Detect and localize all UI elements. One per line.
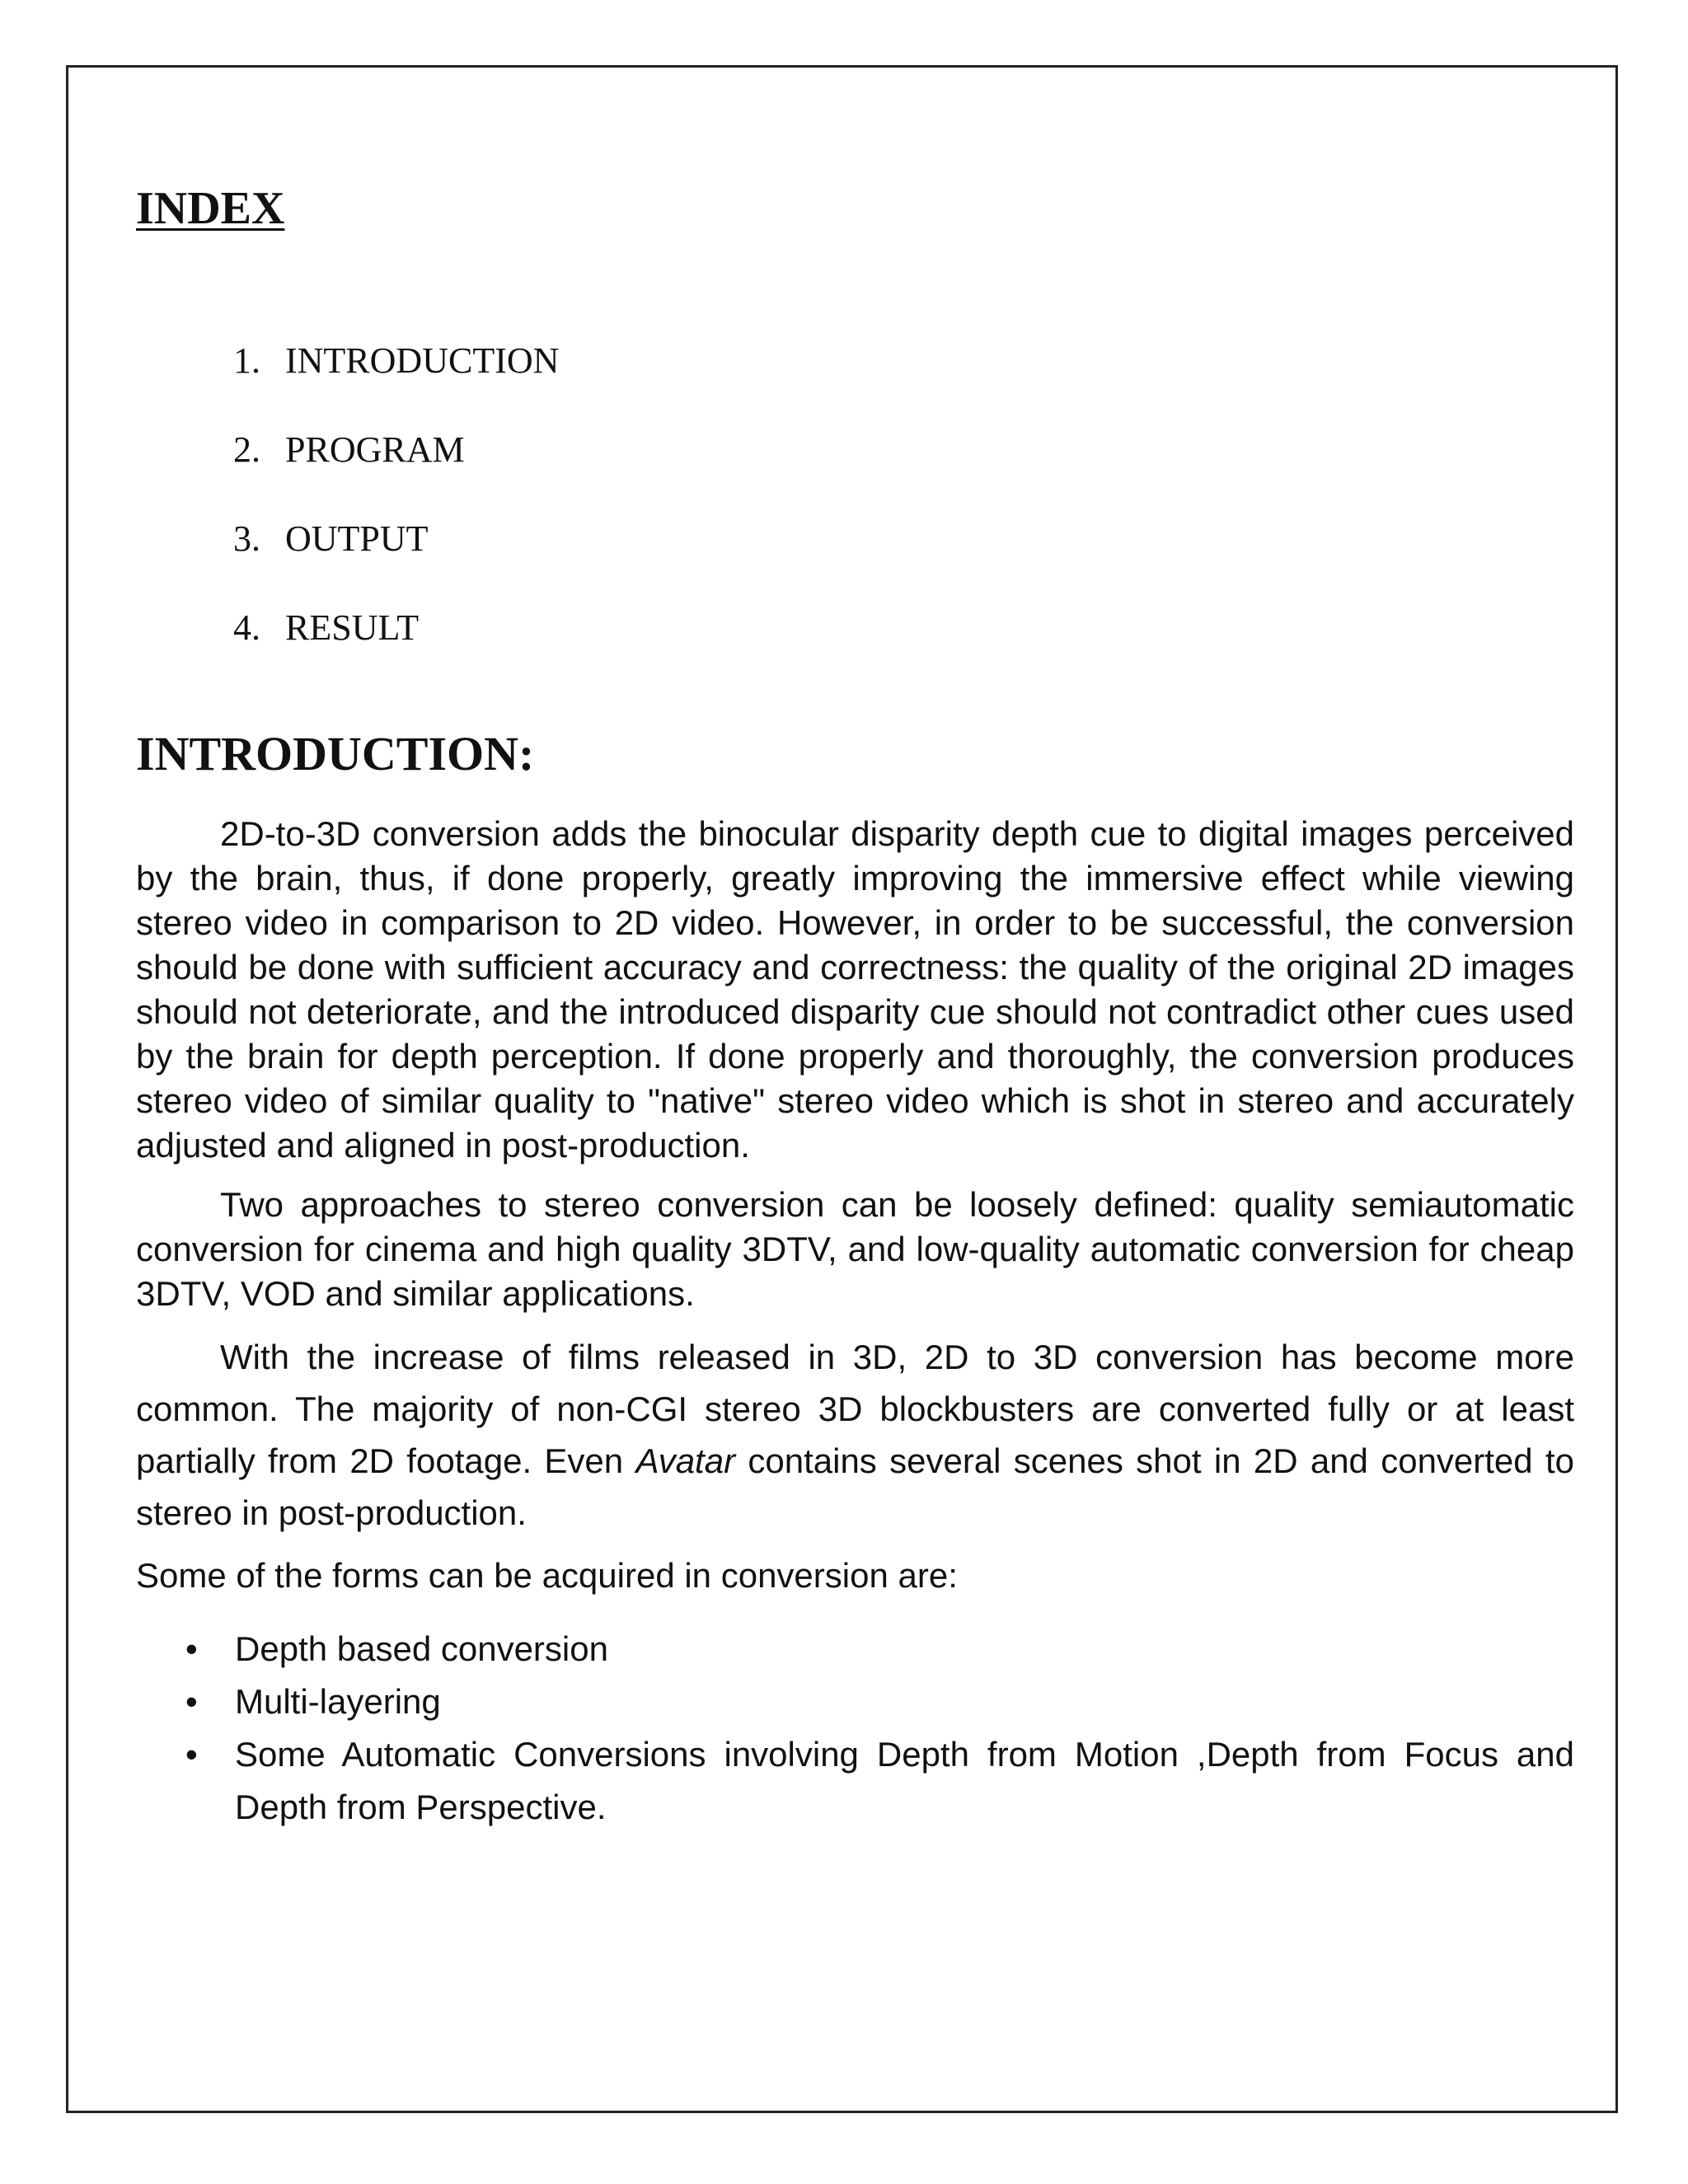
index-item <box>233 514 559 603</box>
index-list <box>233 336 559 692</box>
paragraph-3-text-start: With the increase of films released in 3D, 2D to 3D conversion has become more common. The majority of non-CGI stereo 3D blockbusters are converted fully or at least partially from 2D footage. Even <box>136 1338 1574 1480</box>
index-item-label: OUTPUT <box>285 518 429 559</box>
index-item-number: 4. <box>233 607 260 648</box>
index-item-number: 3. <box>233 518 260 559</box>
index-item <box>233 425 559 514</box>
introduction-paragraph-2: Two approaches to stereo conversion can be loosely defined: quality semiautomatic conversion for cinema and high quality 3DTV, and low-quality automatic conversion for cheap 3DTV, VOD and similar applications. <box>136 1185 1574 1313</box>
index-item-number: 1. <box>233 340 260 381</box>
introduction-body <box>136 812 1574 1834</box>
index-item <box>233 336 559 425</box>
index-item-label: PROGRAM <box>285 429 465 470</box>
bullet-icon: • <box>185 1629 198 1668</box>
list-item-text: Some Automatic Conversions involving Depth from Motion ,Depth from Focus and Depth from Perspective. <box>235 1735 1574 1826</box>
film-title-avatar: Avatar <box>635 1441 736 1480</box>
introduction-paragraph-3 <box>136 1331 1574 1539</box>
list-item-text: Multi-layering <box>235 1682 441 1721</box>
index-item <box>233 603 559 692</box>
index-item-label: RESULT <box>285 607 420 648</box>
list-item <box>136 1675 1574 1728</box>
index-item-label: INTRODUCTION <box>285 340 560 381</box>
index-title: INDEX <box>136 183 285 234</box>
list-item <box>136 1623 1574 1675</box>
forms-list <box>136 1623 1574 1834</box>
forms-intro: Some of the forms can be acquired in conversion are: <box>136 1556 958 1595</box>
introduction-paragraph-1: 2D-to-3D conversion adds the binocular disparity depth cue to digital images perceived by the brain, thus, if done properly, greatly improving the immersive effect while viewing stereo video in comparison to 2D video. However, in order to be successful, the conversion should be done with sufficient accuracy and correctness: the quality of the original 2D images should not deteriorate, and the introduced disparity cue should not contradict other cues used by the brain for depth perception. If done properly and thoroughly, the conversion produces stereo video of similar quality to "native" stereo video which is shot in stereo and accurately adjusted and aligned in post-production. <box>136 814 1574 1165</box>
bullet-icon: • <box>185 1735 198 1774</box>
index-item-number: 2. <box>233 429 260 470</box>
list-item-text: Depth based conversion <box>235 1629 608 1668</box>
list-item <box>136 1728 1574 1834</box>
introduction-heading: INTRODUCTION: <box>136 727 535 780</box>
bullet-icon: • <box>185 1682 198 1721</box>
paragraph-3-text-end: contains several scenes shot in 2D and converted to stereo in post-production. <box>136 1441 1574 1532</box>
